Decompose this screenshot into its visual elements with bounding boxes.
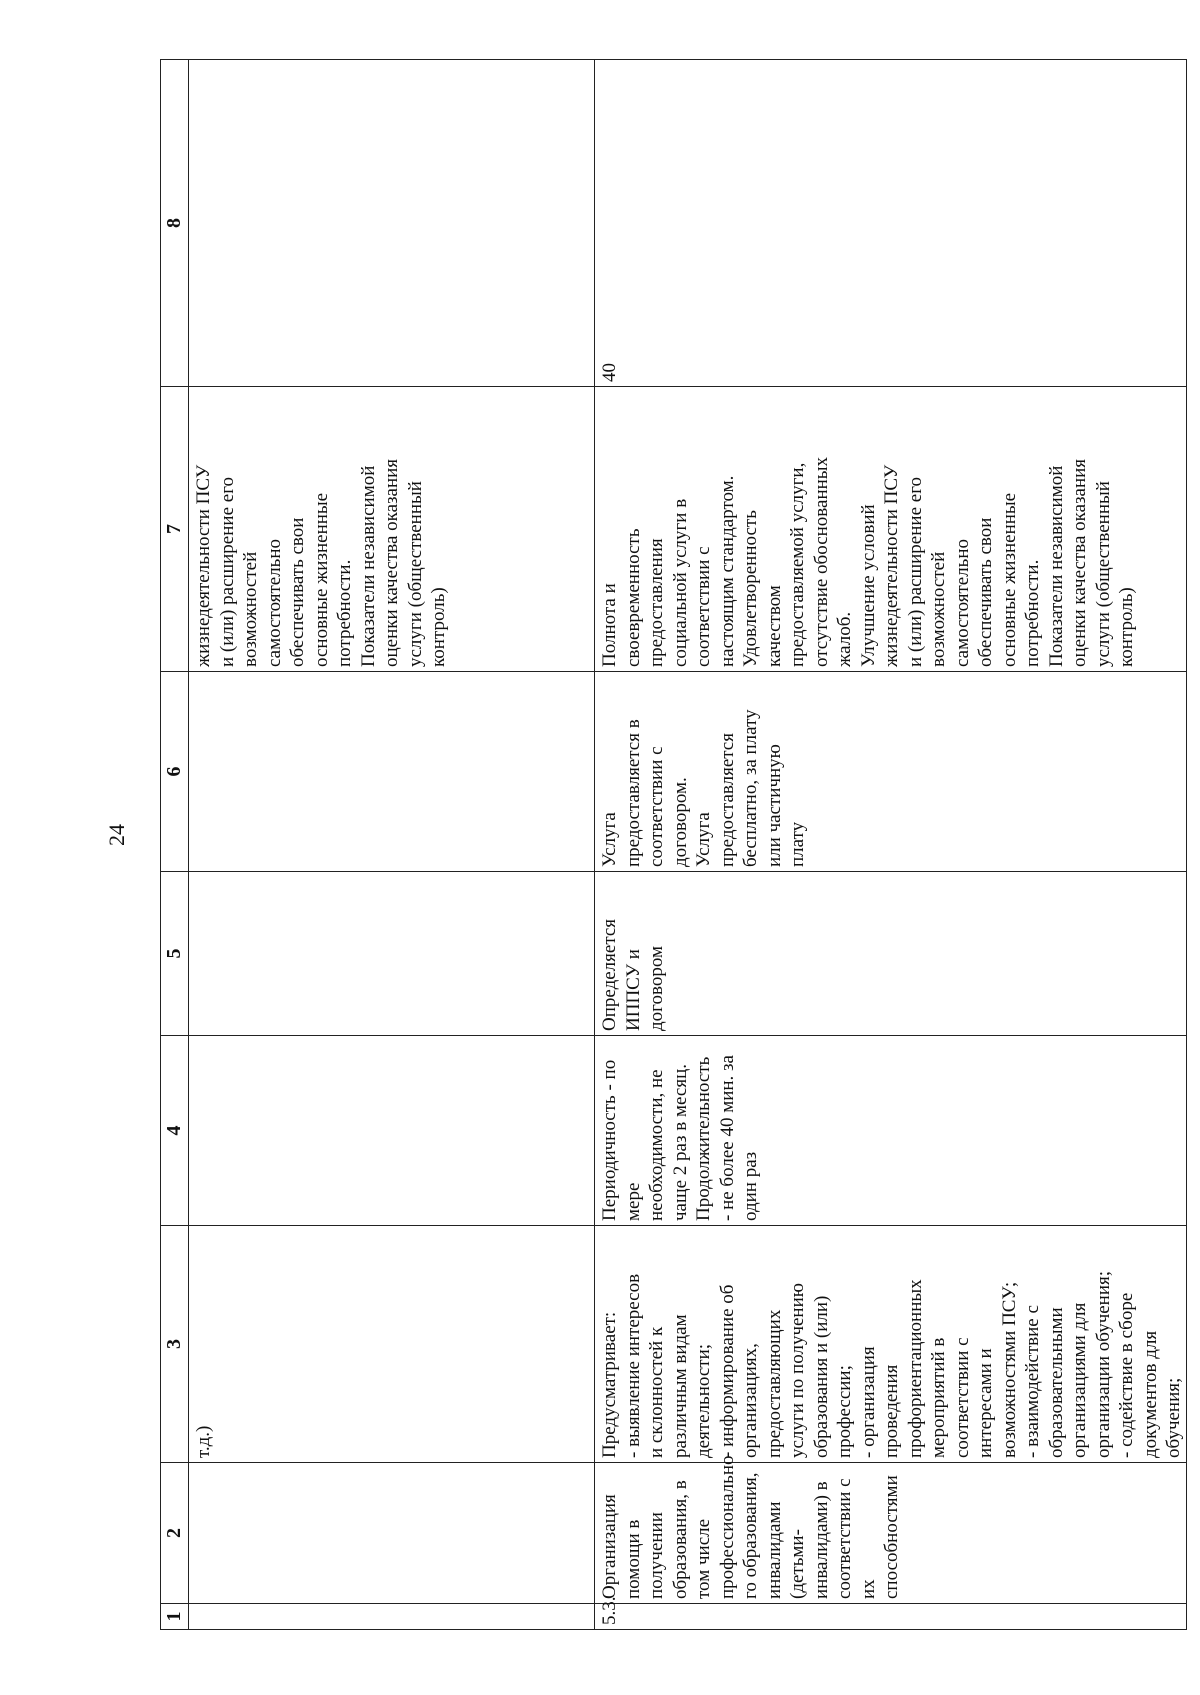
cell-number: 5.3. [595, 1604, 1187, 1630]
header-row [161, 60, 189, 1630]
cell-terms [189, 872, 595, 1036]
header-cell: 1 [161, 1604, 189, 1630]
header-cell: 8 [161, 60, 189, 387]
cell-number [189, 1604, 595, 1630]
cell-quality-indicators: жизнедеятельности ПСУ и (или) расширение его возможностей самостоятельно обеспечивать свои основные жизненные потребности. Показатели независимой оценки качества оказания услуги (общественный контроль) [189, 387, 595, 672]
table-row [189, 60, 595, 1630]
header-cell: 4 [161, 1036, 189, 1226]
header-cell: 6 [161, 672, 189, 872]
cell-conditions: Услуга предоставляется в соответствии с договором. Услуга предоставляется бесплатно, за плату или частичную плату [595, 672, 1187, 872]
table-row [595, 60, 1187, 1630]
cell-description: Предусматривает: - выявление интересов и склонностей к различным видам деятельности; - информирование об организациях, предоставляющих услуги по получению образования и (или) профессии; - организация проведения профориентационных мероприятий в соответствии с интересами и возможностями ПСУ; - взаимодействие с образовательными организациями для организации обучения; - содействие в сборе документов для обучения; [595, 1226, 1187, 1463]
header-cell: 5 [161, 872, 189, 1036]
page-number: 24 [104, 824, 129, 846]
cell-terms: Определяется ИППСУ и договором [595, 872, 1187, 1036]
cell-conditions [189, 672, 595, 872]
standard-table [160, 59, 1187, 1630]
header-cell: 3 [161, 1226, 189, 1463]
cell-service-name [189, 1463, 595, 1604]
cell-duration: 40 [595, 60, 1187, 387]
cell-description: т.д.) [189, 1226, 595, 1463]
cell-service-name: Организация помощи в получении образования, в том числе профессионально го образования, инвалидами (детьми- инвалидами) в соответствии с их способностями [595, 1463, 1187, 1604]
header-cell: 2 [161, 1463, 189, 1604]
cell-quality-indicators: Полнота и своевременность предоставления социальной услуги в соответствии с настоящим стандартом. Удовлетворенность качеством предоставляемой услуги, отсутствие обоснованных жалоб. Улучшение условий жизнедеятельности ПСУ и (или) расширение его возможностей самостоятельно обеспечивать свои основные жизненные потребности. Показатели независимой оценки качества оказания услуги (общественный контроль) [595, 387, 1187, 672]
cell-periodicity [189, 1036, 595, 1226]
rotated-table-wrapper [160, 60, 1184, 1630]
header-cell: 7 [161, 387, 189, 672]
cell-periodicity: Периодичность - по мере необходимости, не чаще 2 раз в месяц. Продолжительность - не более 40 мин. за один раз [595, 1036, 1187, 1226]
cell-duration [189, 60, 595, 387]
